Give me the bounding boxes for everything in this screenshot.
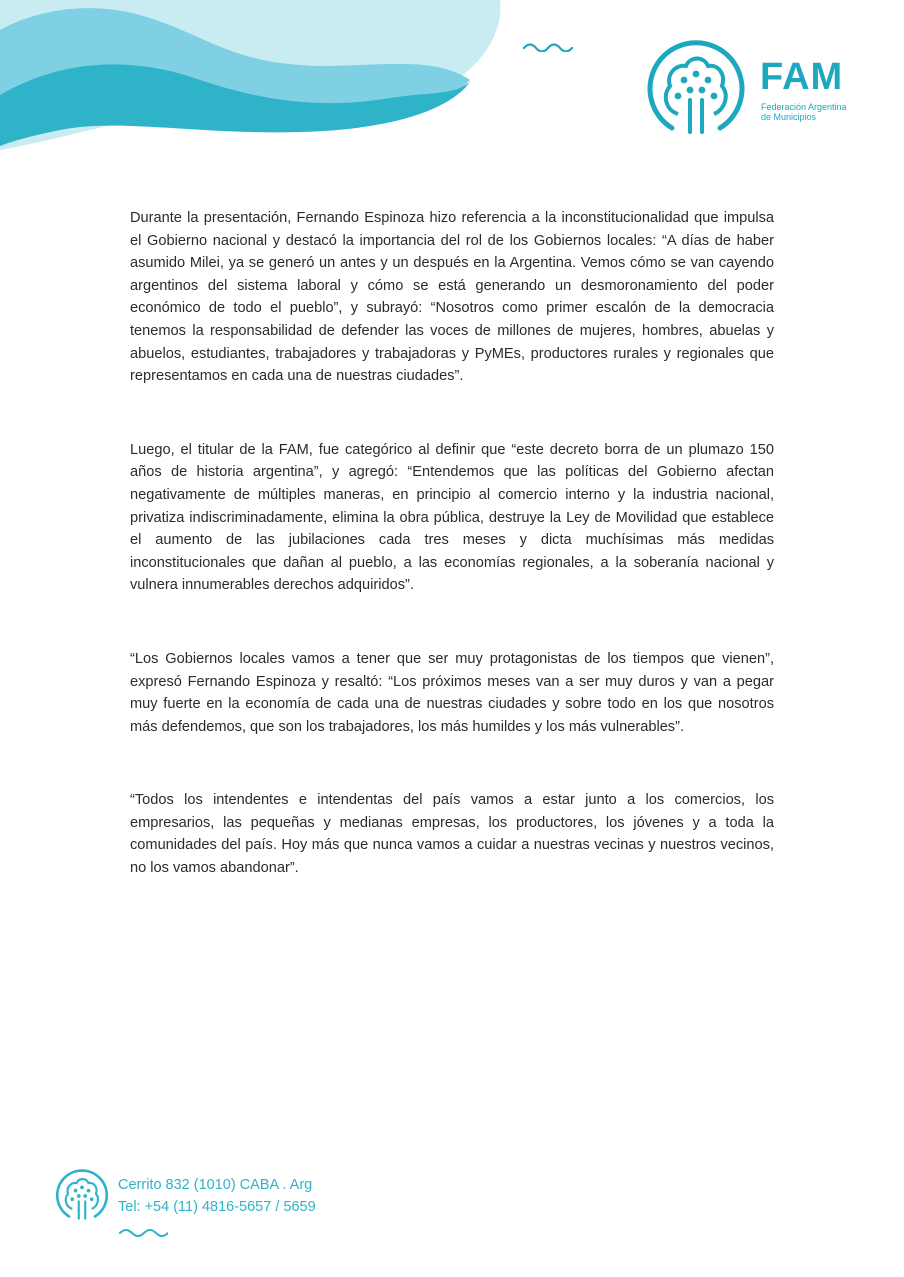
- footer-phone: Tel: +54 (11) 4816-5657 / 5659: [118, 1199, 316, 1215]
- logo-subtitle-line-2: de Municipios: [761, 112, 817, 122]
- wave-squiggle-icon: [522, 40, 574, 52]
- footer-address: Cerrito 832 (1010) CABA . Arg: [118, 1177, 313, 1193]
- tree-emblem-icon: [54, 1168, 110, 1224]
- footer: [50, 1168, 370, 1248]
- paragraph-3: “Los Gobiernos locales vamos a tener que ser muy protagonistas de los tiempos que vienen”, expresó Fernando Espinoza y resaltó: “Los próximos meses van a ser muy duros y van a pegar muy fuerte en la economía de cada una de nuestras ciudades y sobre todo en los que nosotros más defendemos, que son los trabajadores, los más humildes y los más vulnerables”.: [130, 650, 774, 735]
- paragraph-1: Durante la presentación, Fernando Espinoza hizo referencia a la inconstitucionalidad que impulsa el Gobierno nacional y destacó la importancia del rol de los Gobiernos locales: “A días de haber asumido Milei, ya se generó un antes y un después en la Argentina. Vemos cómo se van cayendo argentinos del sistema laboral y cómo se está generando un desmoronamiento del poder económico de todo el pueblo”, y subrayó: “Nosotros como primer escalón de la democracia tenemos la responsabilidad de defender las voces de millones de mujeres, hombres, abuelas y abuelos, estudiantes, trabajadores y trabajadoras y PyMEs, productores rurales y regionales que representamos en cada una de nuestras ciudades”.: [130, 210, 774, 385]
- logo-subtitle: [761, 102, 861, 122]
- paragraph-4: “Todos los intendentes e intendentas del país vamos a estar junto a los comercios, los empresarios, las pequeñas y medianas empresas, los productores, los jóvenes y a toda la comunidades del país. Hoy más que nunca vamos a cuidar a nuestras vecinas y nuestros vecinos, no los vamos abandonar”.: [130, 792, 774, 877]
- paragraph-2: Luego, el titular de la FAM, fue categórico al definir que “este decreto borra de un plumazo 150 años de historia argentina”, y agregó: “Entendemos que las políticas del Gobierno afectan negativamente de múltiples maneras, en principio al comercio interno y la industria nacional, privatiza indiscriminadamente, elimina la obra pública, destruye la Ley de Movilidad que establece el aumento de las jubilaciones cada tres meses y dicta muchísimas más medidas inconstitucionales que dañan al pueblo, a las economías regionales, a la soberanía nacional y vulnera innumerables derechos adquiridos”.: [130, 441, 774, 594]
- wave-squiggle-icon: [118, 1226, 168, 1238]
- logo-title: FAM: [760, 56, 844, 98]
- logo-subtitle-line-1: Federación Argentina: [761, 102, 847, 112]
- fam-logo: [644, 40, 864, 140]
- document-body: [130, 207, 774, 931]
- tree-emblem-icon: [644, 40, 748, 140]
